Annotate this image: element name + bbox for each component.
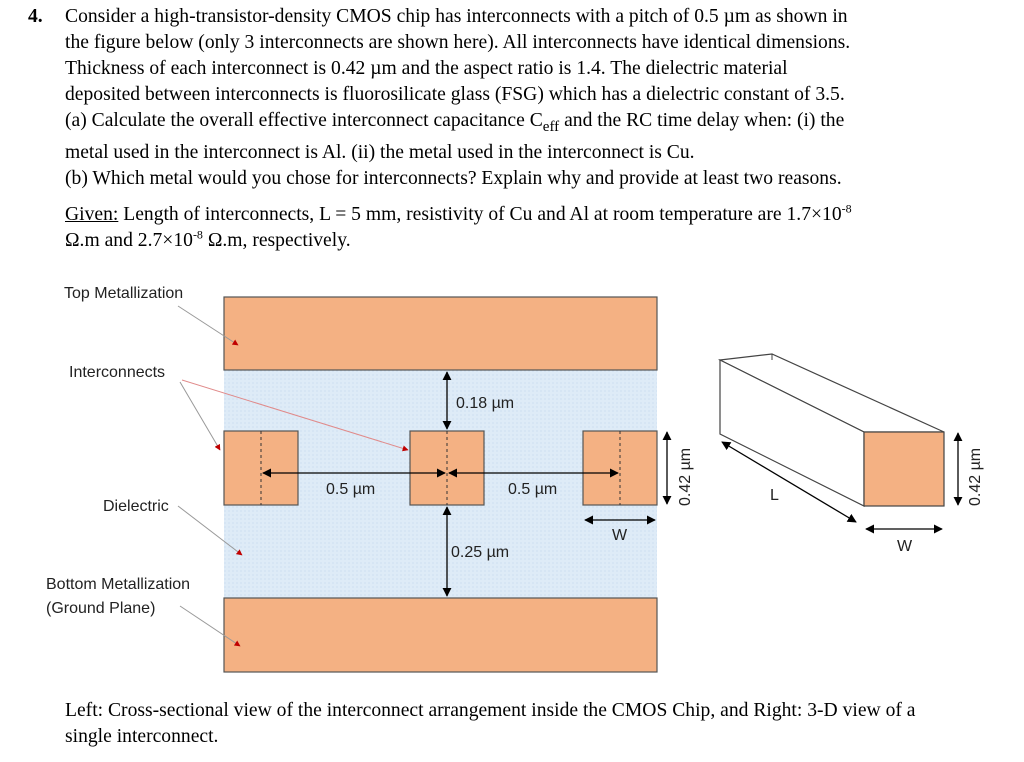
ground-plane-label: (Ground Plane) [46, 600, 156, 617]
length-label: L [770, 487, 779, 504]
problem-body [65, 4, 1008, 192]
part-a-text: (a) Calculate the overall effective interconnect capacitance C [65, 110, 543, 131]
part-a-line-1 [65, 108, 1008, 140]
problem-line-1: Consider a high-transistor-density CMOS chip has interconnects with a pitch of 0.5 µm as shown in [65, 6, 848, 27]
bottom-metallization-label: Bottom Metallization [46, 576, 191, 593]
interconnects-label: Interconnects [69, 364, 166, 381]
given-section [65, 202, 1015, 254]
bottom-metallization [224, 598, 657, 672]
width-label-3d: W [897, 538, 913, 555]
part-a-text-continued: and the RC time delay when: (i) the [559, 110, 845, 131]
caption-line-1: Left: Cross-sectional view of the interconnect arrangement inside the CMOS Chip, and Right: 3-D view of a [65, 700, 916, 721]
figure-caption [65, 698, 995, 750]
dielectric-label: Dielectric [103, 498, 169, 515]
gap-label-top: 0.18 µm [456, 395, 515, 412]
pointer-interconnect-left [180, 382, 220, 450]
interconnect-3d-view [720, 354, 944, 506]
problem-line-3: Thickness of each interconnect is 0.42 µm and the aspect ratio is 1.4. The dielectric material [65, 58, 788, 79]
part-b: (b) Which metal would you chose for interconnects? Explain why and provide at least two reasons. [65, 167, 842, 189]
exponent-al: -8 [192, 227, 203, 242]
thickness-label-left: 0.42 µm [677, 447, 694, 506]
pitch-label-right: 0.5 µm [508, 481, 558, 498]
given-line-2 [65, 228, 1015, 254]
given-text-2: Ω.m and 2.7×10 [65, 230, 193, 251]
problem-line-2: the figure below (only 3 interconnects are shown here). All interconnects have identical dimensions. [65, 32, 851, 53]
given-label: Given: [65, 204, 119, 225]
top-metallization-label: Top Metallization [64, 285, 184, 302]
interconnect-figure [0, 270, 1024, 690]
interconnect-3d-front-face [864, 432, 944, 506]
gap-label-bottom: 0.25 µm [451, 544, 510, 561]
thickness-label-right: 0.42 µm [967, 447, 984, 506]
part-a-line-2: metal used in the interconnect is Al. (ii) the metal used in the interconnect is Cu. [65, 141, 695, 163]
exponent-cu: -8 [841, 201, 852, 216]
problem-line-4: deposited between interconnects is fluorosilicate glass (FSG) which has a dielectric constant of 3.5. [65, 84, 845, 105]
ceff-subscript: eff [542, 118, 560, 135]
given-line-1 [65, 202, 1015, 228]
width-label: W [612, 527, 628, 544]
problem-number: 4. [28, 6, 43, 27]
given-text-1: Length of interconnects, L = 5 mm, resistivity of Cu and Al at room temperature are 1.7×10 [118, 204, 842, 225]
given-text-3: Ω.m, respectively. [202, 230, 351, 251]
caption-line-2: single interconnect. [65, 726, 219, 747]
top-metallization [224, 297, 657, 370]
pitch-label-left: 0.5 µm [326, 481, 376, 498]
problem-statement [28, 4, 1008, 192]
